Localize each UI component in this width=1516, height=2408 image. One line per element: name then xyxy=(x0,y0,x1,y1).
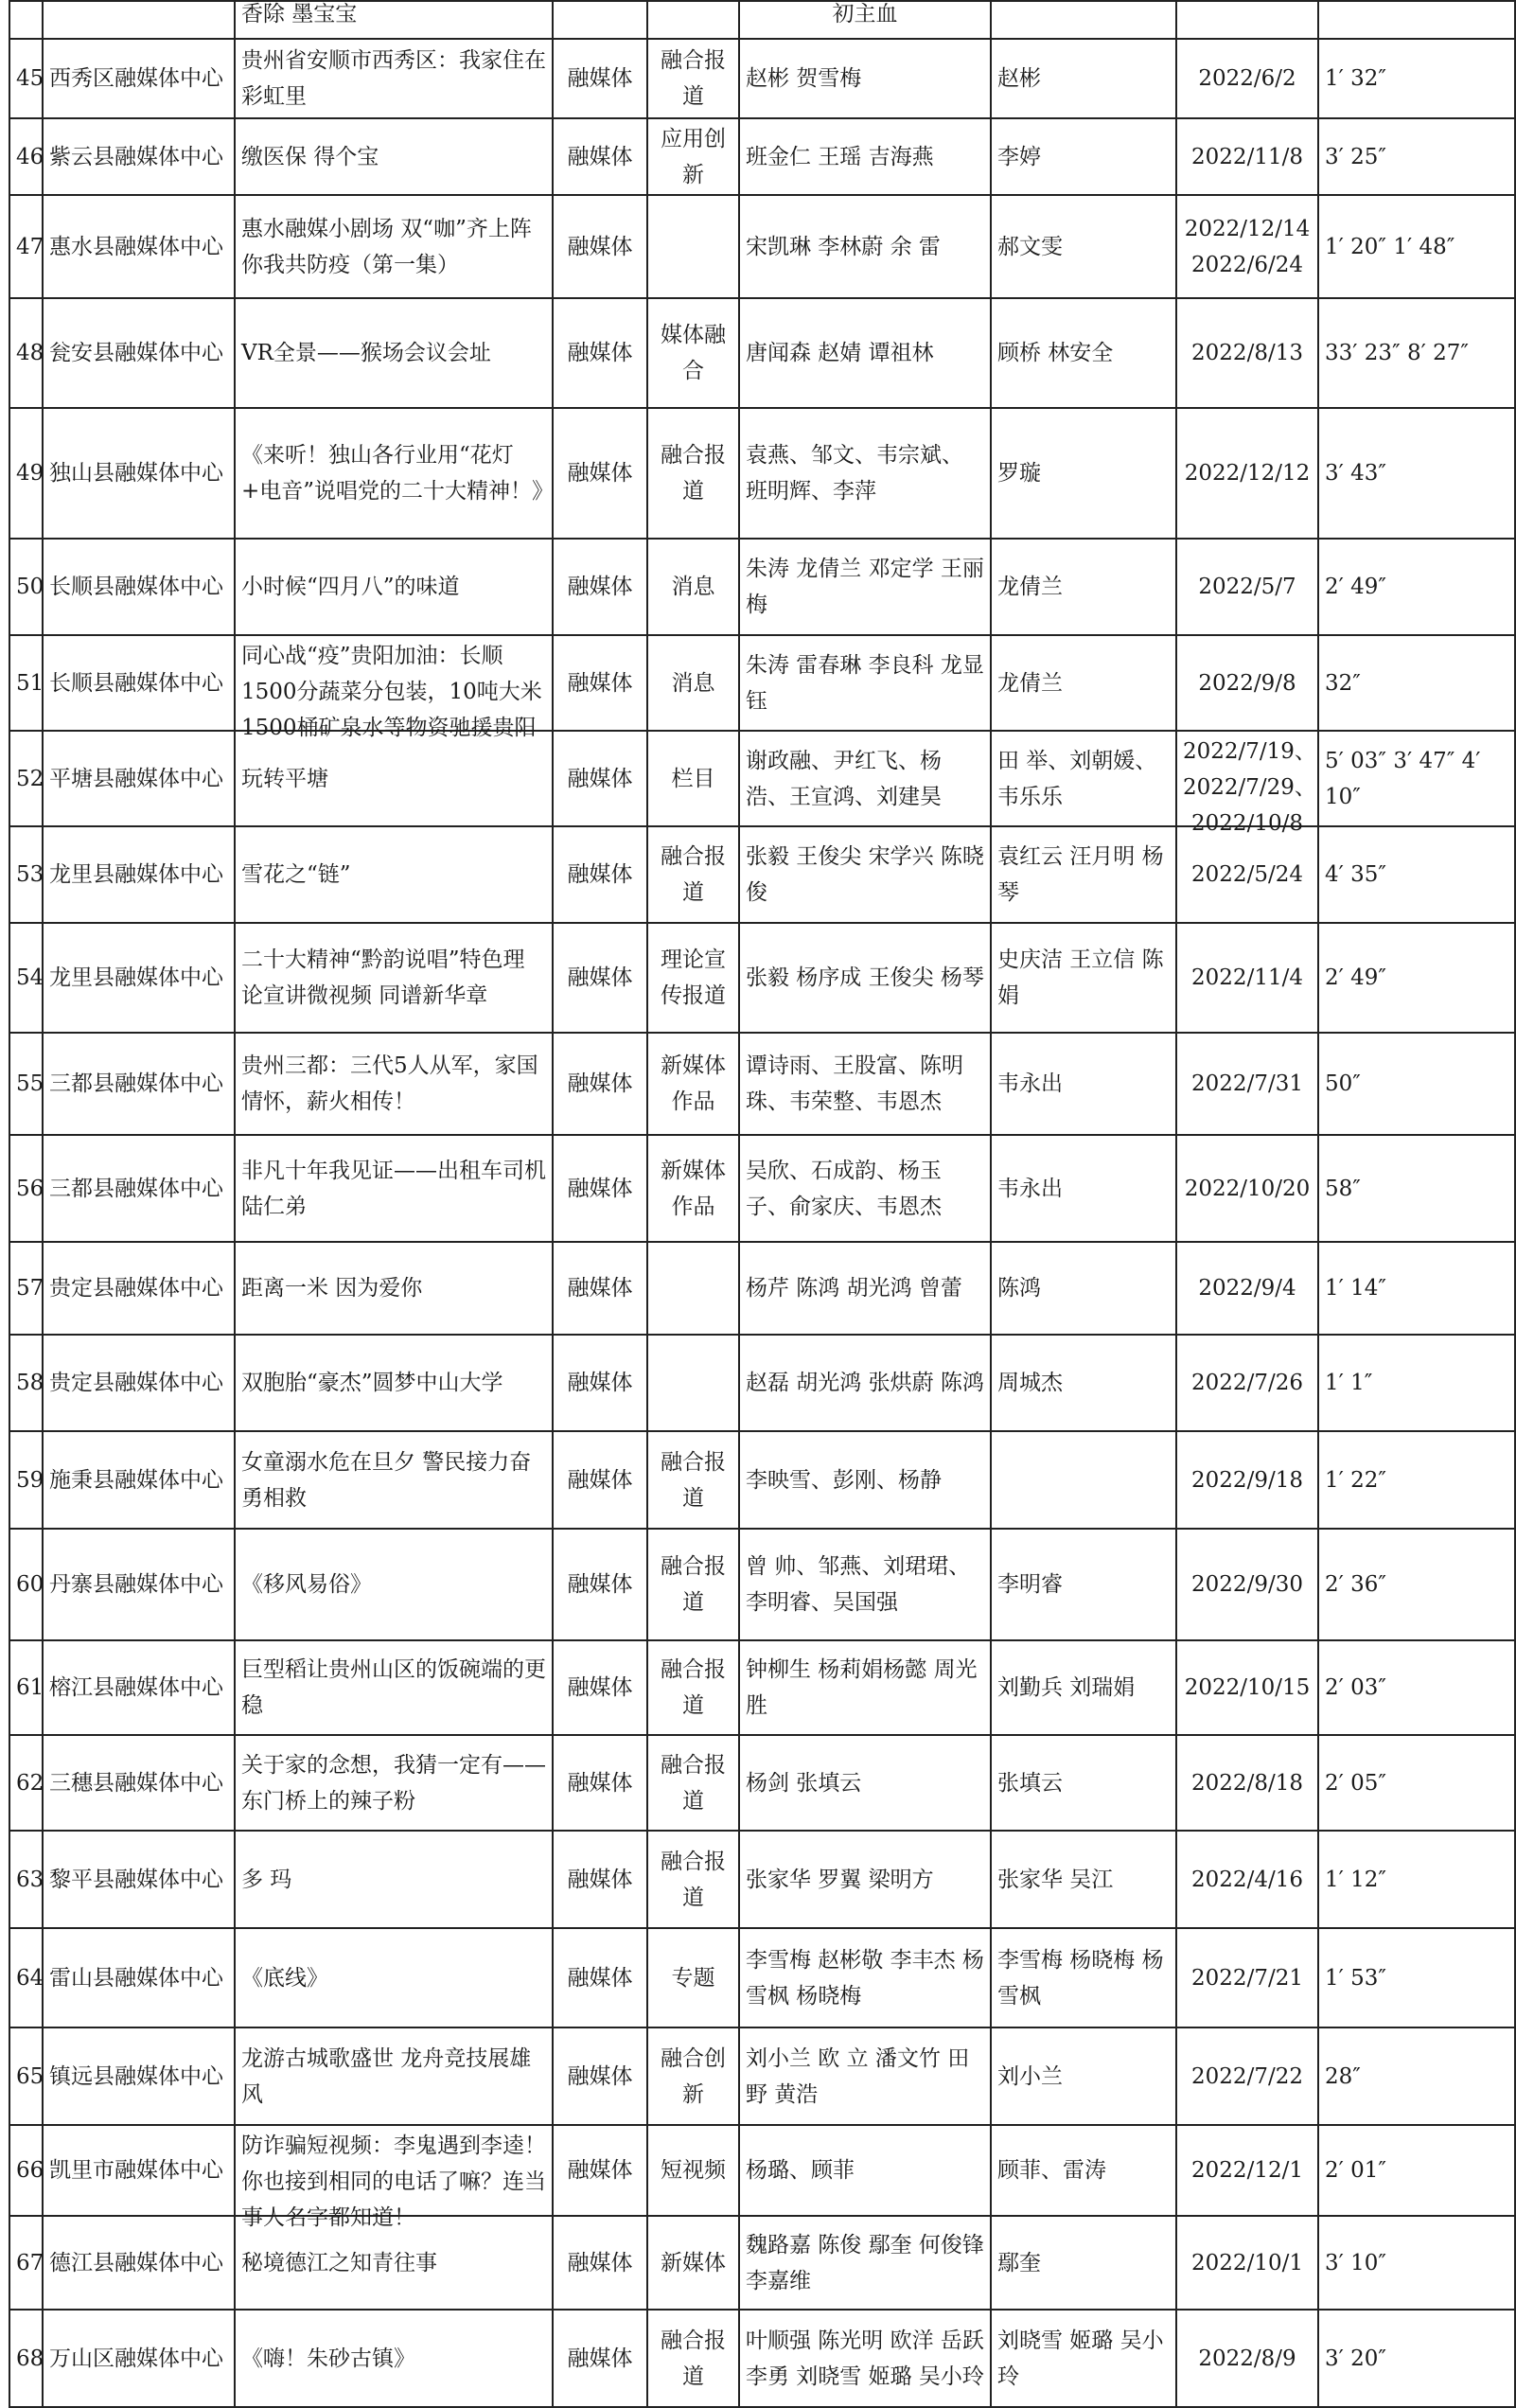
editor-cell: 赵彬 xyxy=(991,39,1176,118)
row-number: 65 xyxy=(9,2027,43,2125)
row-number: 64 xyxy=(9,1928,43,2027)
unit-cell: 融媒体 xyxy=(553,1033,647,1135)
type-cell: 消息 xyxy=(647,539,739,635)
type-cell: 融合创新 xyxy=(647,2027,739,2125)
duration-cell: 2′ 03″ xyxy=(1318,1640,1515,1735)
header-fragment-title: 香除 墨宝宝 xyxy=(235,1,553,39)
type-cell xyxy=(647,1335,739,1431)
table-body xyxy=(9,1,1515,2407)
type-cell: 理论宣传报道 xyxy=(647,923,739,1033)
editor-cell: 刘勤兵 刘瑞娟 xyxy=(991,1640,1176,1735)
org-cell: 三穗县融媒体中心 xyxy=(43,1735,235,1831)
editor-cell: 韦永出 xyxy=(991,1135,1176,1242)
table-row xyxy=(9,1242,1515,1335)
table-row xyxy=(9,539,1515,635)
title-cell: 龙游古城歌盛世 龙舟竞技展雄风 xyxy=(235,2027,553,2125)
duration-cell: 28″ xyxy=(1318,2027,1515,2125)
type-cell: 专题 xyxy=(647,1928,739,2027)
type-cell: 新媒体作品 xyxy=(647,1033,739,1135)
row-number: 53 xyxy=(9,826,43,923)
duration-cell: 1′ 22″ xyxy=(1318,1431,1515,1529)
unit-cell: 融媒体 xyxy=(553,1135,647,1242)
org-cell: 长顺县融媒体中心 xyxy=(43,635,235,731)
type-cell xyxy=(647,1242,739,1335)
authors-cell: 李映雪、彭刚、杨静 xyxy=(739,1431,991,1529)
title-cell: 《底线》 xyxy=(235,1928,553,2027)
unit-cell: 融媒体 xyxy=(553,923,647,1033)
unit-cell: 融媒体 xyxy=(553,2125,647,2216)
duration-cell: 2′ 49″ xyxy=(1318,923,1515,1033)
row-number: 67 xyxy=(9,2216,43,2310)
title-cell: 二十大精神“黔韵说唱”特色理论宣讲微视频 同谱新华章 xyxy=(235,923,553,1033)
editor-cell: 龙倩兰 xyxy=(991,539,1176,635)
editor-cell: 顾菲、雷涛 xyxy=(991,2125,1176,2216)
editor-cell: 田 举、刘朝媛、韦乐乐 xyxy=(991,731,1176,826)
authors-cell: 赵磊 胡光鸿 张烘蔚 陈鸿 xyxy=(739,1335,991,1431)
row-number: 52 xyxy=(9,731,43,826)
table-row xyxy=(9,1640,1515,1735)
editor-cell: 李明睿 xyxy=(991,1529,1176,1640)
date-cell: 2022/8/18 xyxy=(1176,1735,1318,1831)
type-cell: 栏目 xyxy=(647,731,739,826)
authors-cell: 刘小兰 欧 立 潘文竹 田 野 黄浩 xyxy=(739,2027,991,2125)
unit-cell: 融媒体 xyxy=(553,1928,647,2027)
row-number: 58 xyxy=(9,1335,43,1431)
type-cell: 融合报道 xyxy=(647,408,739,539)
type-cell: 融合报道 xyxy=(647,1529,739,1640)
date-cell: 2022/10/1 xyxy=(1176,2216,1318,2310)
duration-cell: 32″ xyxy=(1318,635,1515,731)
editor-cell: 张家华 吴江 xyxy=(991,1831,1176,1928)
table-row xyxy=(9,39,1515,118)
type-cell: 短视频 xyxy=(647,2125,739,2216)
date-cell: 2022/9/8 xyxy=(1176,635,1318,731)
date-cell: 2022/10/15 xyxy=(1176,1640,1318,1735)
title-cell: 缴医保 得个宝 xyxy=(235,118,553,195)
date-cell: 2022/11/8 xyxy=(1176,118,1318,195)
row-number: 57 xyxy=(9,1242,43,1335)
unit-cell: 融媒体 xyxy=(553,408,647,539)
type-cell: 媒体融合 xyxy=(647,298,739,408)
org-cell: 贵定县融媒体中心 xyxy=(43,1242,235,1335)
org-cell: 西秀区融媒体中心 xyxy=(43,39,235,118)
title-cell: 多 玛 xyxy=(235,1831,553,1928)
table-row xyxy=(9,2310,1515,2407)
unit-cell: 融媒体 xyxy=(553,1431,647,1529)
row-number: 49 xyxy=(9,408,43,539)
org-cell: 长顺县融媒体中心 xyxy=(43,539,235,635)
table-row xyxy=(9,2216,1515,2310)
table-row xyxy=(9,1335,1515,1431)
duration-cell: 3′ 10″ xyxy=(1318,2216,1515,2310)
editor-cell xyxy=(991,1431,1176,1529)
duration-cell: 1′ 12″ xyxy=(1318,1831,1515,1928)
unit-cell: 融媒体 xyxy=(553,539,647,635)
row-number: 62 xyxy=(9,1735,43,1831)
duration-cell: 4′ 35″ xyxy=(1318,826,1515,923)
org-cell: 三都县融媒体中心 xyxy=(43,1135,235,1242)
org-cell: 榕江县融媒体中心 xyxy=(43,1640,235,1735)
duration-cell: 2′ 49″ xyxy=(1318,539,1515,635)
row-number: 60 xyxy=(9,1529,43,1640)
duration-cell: 2′ 01″ xyxy=(1318,2125,1515,2216)
table-row xyxy=(9,2027,1515,2125)
row-number: 61 xyxy=(9,1640,43,1735)
org-cell: 独山县融媒体中心 xyxy=(43,408,235,539)
table-row xyxy=(9,635,1515,731)
authors-cell: 杨璐、顾菲 xyxy=(739,2125,991,2216)
duration-cell: 1′ 14″ xyxy=(1318,1242,1515,1335)
date-cell: 2022/7/31 xyxy=(1176,1033,1318,1135)
date-cell: 2022/7/21 xyxy=(1176,1928,1318,2027)
unit-cell: 融媒体 xyxy=(553,2216,647,2310)
editor-cell: 顾桥 林安全 xyxy=(991,298,1176,408)
org-cell: 瓮安县融媒体中心 xyxy=(43,298,235,408)
table-row xyxy=(9,1831,1515,1928)
date-cell: 2022/7/22 xyxy=(1176,2027,1318,2125)
editor-cell: 李婷 xyxy=(991,118,1176,195)
authors-cell: 李雪梅 赵彬敬 李丰杰 杨雪枫 杨晓梅 xyxy=(739,1928,991,2027)
authors-cell: 朱涛 雷春琳 李良科 龙显钰 xyxy=(739,635,991,731)
date-cell: 2022/12/12 xyxy=(1176,408,1318,539)
duration-cell: 3′ 20″ xyxy=(1318,2310,1515,2407)
type-cell: 新媒体 xyxy=(647,2216,739,2310)
date-cell: 2022/7/19、2022/7/29、2022/10/8 xyxy=(1176,731,1318,826)
unit-cell: 融媒体 xyxy=(553,826,647,923)
authors-cell: 魏路嘉 陈俊 鄢奎 何俊锋 李嘉维 xyxy=(739,2216,991,2310)
editor-cell: 陈鸿 xyxy=(991,1242,1176,1335)
authors-cell: 吴欣、石成韵、杨玉子、俞家庆、韦恩杰 xyxy=(739,1135,991,1242)
org-cell: 平塘县融媒体中心 xyxy=(43,731,235,826)
awards-table xyxy=(9,0,1516,2408)
authors-cell: 唐闻森 赵婧 谭祖林 xyxy=(739,298,991,408)
table-row xyxy=(9,1135,1515,1242)
org-cell: 龙里县融媒体中心 xyxy=(43,826,235,923)
authors-cell: 班金仁 王瑶 吉海燕 xyxy=(739,118,991,195)
row-number: 47 xyxy=(9,195,43,298)
duration-cell: 2′ 05″ xyxy=(1318,1735,1515,1831)
org-cell: 三都县融媒体中心 xyxy=(43,1033,235,1135)
title-cell: 玩转平塘 xyxy=(235,731,553,826)
unit-cell: 融媒体 xyxy=(553,1335,647,1431)
duration-cell: 1′ 32″ xyxy=(1318,39,1515,118)
date-cell: 2022/9/4 xyxy=(1176,1242,1318,1335)
type-cell: 融合报道 xyxy=(647,1831,739,1928)
authors-cell: 谢政融、尹红飞、杨浩、王宣鸿、刘建昊 xyxy=(739,731,991,826)
row-number: 51 xyxy=(9,635,43,731)
title-cell: 防诈骗短视频：李鬼遇到李逵！你也接到相同的电话了嘛？连当事人名字都知道！ xyxy=(235,2125,553,2216)
editor-cell: 袁红云 汪月明 杨琴 xyxy=(991,826,1176,923)
org-cell: 龙里县融媒体中心 xyxy=(43,923,235,1033)
table-row xyxy=(9,1735,1515,1831)
duration-cell: 1′ 53″ xyxy=(1318,1928,1515,2027)
type-cell: 消息 xyxy=(647,635,739,731)
row-number: 50 xyxy=(9,539,43,635)
unit-cell: 融媒体 xyxy=(553,298,647,408)
title-cell: 《嗨！朱砂古镇》 xyxy=(235,2310,553,2407)
type-cell xyxy=(647,195,739,298)
unit-cell: 融媒体 xyxy=(553,2027,647,2125)
authors-cell: 钟柳生 杨莉娟杨懿 周光胜 xyxy=(739,1640,991,1735)
table-row xyxy=(9,298,1515,408)
org-cell: 惠水县融媒体中心 xyxy=(43,195,235,298)
row-number: 48 xyxy=(9,298,43,408)
date-cell: 2022/7/26 xyxy=(1176,1335,1318,1431)
editor-cell: 罗璇 xyxy=(991,408,1176,539)
type-cell: 融合报道 xyxy=(647,1735,739,1831)
org-cell: 黎平县融媒体中心 xyxy=(43,1831,235,1928)
title-cell: 双胞胎“豪杰”圆梦中山大学 xyxy=(235,1335,553,1431)
type-cell: 融合报道 xyxy=(647,826,739,923)
editor-cell: 韦永出 xyxy=(991,1033,1176,1135)
authors-cell: 杨芹 陈鸿 胡光鸿 曾蕾 xyxy=(739,1242,991,1335)
type-cell: 融合报道 xyxy=(647,39,739,118)
table-row xyxy=(9,923,1515,1033)
authors-cell: 朱涛 龙倩兰 邓定学 王丽梅 xyxy=(739,539,991,635)
table-row xyxy=(9,195,1515,298)
date-cell: 2022/9/30 xyxy=(1176,1529,1318,1640)
title-cell: 秘境德江之知青往事 xyxy=(235,2216,553,2310)
duration-cell: 2′ 36″ xyxy=(1318,1529,1515,1640)
title-cell: 惠水融媒小剧场 双“咖”齐上阵 你我共防疫（第一集） xyxy=(235,195,553,298)
unit-cell: 融媒体 xyxy=(553,1735,647,1831)
table-row xyxy=(9,1928,1515,2027)
date-cell: 2022/10/20 xyxy=(1176,1135,1318,1242)
org-cell: 紫云县融媒体中心 xyxy=(43,118,235,195)
type-cell: 融合报道 xyxy=(647,1431,739,1529)
row-number: 59 xyxy=(9,1431,43,1529)
title-cell: 《来听！独山各行业用“花灯+电音”说唱党的二十大精神！》 xyxy=(235,408,553,539)
unit-cell: 融媒体 xyxy=(553,1640,647,1735)
duration-cell: 1′ 20″ 1′ 48″ xyxy=(1318,195,1515,298)
org-cell: 镇远县融媒体中心 xyxy=(43,2027,235,2125)
unit-cell: 融媒体 xyxy=(553,635,647,731)
header-fragment-row xyxy=(9,1,1515,39)
editor-cell: 刘晓雪 姬璐 吴小玲 xyxy=(991,2310,1176,2407)
org-cell: 德江县融媒体中心 xyxy=(43,2216,235,2310)
duration-cell: 5′ 03″ 3′ 47″ 4′ 10″ xyxy=(1318,731,1515,826)
editor-cell: 鄢奎 xyxy=(991,2216,1176,2310)
type-cell: 应用创新 xyxy=(647,118,739,195)
date-cell: 2022/8/9 xyxy=(1176,2310,1318,2407)
row-number: 56 xyxy=(9,1135,43,1242)
table-row xyxy=(9,2125,1515,2216)
table-row xyxy=(9,1431,1515,1529)
title-cell: 同心战“疫”贵阳加油：长顺1500分蔬菜分包装，10吨大米1500桶矿泉水等物资驰援贵阳 xyxy=(235,635,553,731)
date-cell: 2022/12/1 xyxy=(1176,2125,1318,2216)
editor-cell: 李雪梅 杨晓梅 杨雪枫 xyxy=(991,1928,1176,2027)
row-number: 46 xyxy=(9,118,43,195)
authors-cell: 赵彬 贺雪梅 xyxy=(739,39,991,118)
table-row xyxy=(9,408,1515,539)
org-cell: 万山区融媒体中心 xyxy=(43,2310,235,2407)
table-row xyxy=(9,731,1515,826)
authors-cell: 张家华 罗翼 梁明方 xyxy=(739,1831,991,1928)
title-cell: 小时候“四月八”的味道 xyxy=(235,539,553,635)
org-cell: 贵定县融媒体中心 xyxy=(43,1335,235,1431)
title-cell: 《移风易俗》 xyxy=(235,1529,553,1640)
org-cell: 凯里市融媒体中心 xyxy=(43,2125,235,2216)
row-number: 54 xyxy=(9,923,43,1033)
org-cell: 丹寨县融媒体中心 xyxy=(43,1529,235,1640)
date-cell: 2022/8/13 xyxy=(1176,298,1318,408)
title-cell: 贵州省安顺市西秀区：我家住在彩虹里 xyxy=(235,39,553,118)
header-fragment-authors: 初主血 xyxy=(739,1,991,39)
date-cell: 2022/5/24 xyxy=(1176,826,1318,923)
row-number: 55 xyxy=(9,1033,43,1135)
authors-cell: 曾 帅、邹燕、刘珺珺、李明睿、吴国强 xyxy=(739,1529,991,1640)
unit-cell: 融媒体 xyxy=(553,195,647,298)
unit-cell: 融媒体 xyxy=(553,2310,647,2407)
title-cell: 女童溺水危在旦夕 警民接力奋勇相救 xyxy=(235,1431,553,1529)
type-cell: 融合报道 xyxy=(647,2310,739,2407)
duration-cell: 1′ 1″ xyxy=(1318,1335,1515,1431)
type-cell: 新媒体作品 xyxy=(647,1135,739,1242)
editor-cell: 刘小兰 xyxy=(991,2027,1176,2125)
authors-cell: 叶顺强 陈光明 欧洋 岳跃 李勇 刘晓雪 姬璐 吴小玲 xyxy=(739,2310,991,2407)
title-cell: 关于家的念想，我猜一定有——东门桥上的辣子粉 xyxy=(235,1735,553,1831)
table-row xyxy=(9,118,1515,195)
type-cell: 融合报道 xyxy=(647,1640,739,1735)
title-cell: 距离一米 因为爱你 xyxy=(235,1242,553,1335)
duration-cell: 3′ 25″ xyxy=(1318,118,1515,195)
date-cell: 2022/12/14 2022/6/24 xyxy=(1176,195,1318,298)
editor-cell: 龙倩兰 xyxy=(991,635,1176,731)
org-cell: 施秉县融媒体中心 xyxy=(43,1431,235,1529)
authors-cell: 张毅 杨序成 王俊尖 杨琴 xyxy=(739,923,991,1033)
duration-cell: 33′ 23″ 8′ 27″ xyxy=(1318,298,1515,408)
title-cell: 雪花之“链” xyxy=(235,826,553,923)
date-cell: 2022/4/16 xyxy=(1176,1831,1318,1928)
editor-cell: 张填云 xyxy=(991,1735,1176,1831)
title-cell: VR全景——猴场会议会址 xyxy=(235,298,553,408)
row-number: 45 xyxy=(9,39,43,118)
editor-cell: 郝文雯 xyxy=(991,195,1176,298)
date-cell: 2022/9/18 xyxy=(1176,1431,1318,1529)
authors-cell: 宋凯琳 李林蔚 余 雷 xyxy=(739,195,991,298)
org-cell: 雷山县融媒体中心 xyxy=(43,1928,235,2027)
row-number: 68 xyxy=(9,2310,43,2407)
unit-cell: 融媒体 xyxy=(553,1831,647,1928)
authors-cell: 谭诗雨、王股富、陈明珠、韦荣整、韦恩杰 xyxy=(739,1033,991,1135)
editor-cell: 史庆洁 王立信 陈娟 xyxy=(991,923,1176,1033)
unit-cell: 融媒体 xyxy=(553,1529,647,1640)
duration-cell: 58″ xyxy=(1318,1135,1515,1242)
date-cell: 2022/6/2 xyxy=(1176,39,1318,118)
title-cell: 非凡十年我见证——出租车司机 陆仁弟 xyxy=(235,1135,553,1242)
unit-cell: 融媒体 xyxy=(553,731,647,826)
duration-cell: 3′ 43″ xyxy=(1318,408,1515,539)
table-row xyxy=(9,1529,1515,1640)
authors-cell: 张毅 王俊尖 宋学兴 陈晓俊 xyxy=(739,826,991,923)
unit-cell: 融媒体 xyxy=(553,39,647,118)
authors-cell: 杨剑 张填云 xyxy=(739,1735,991,1831)
table-row xyxy=(9,1033,1515,1135)
title-cell: 贵州三都：三代5人从军，家国情怀，薪火相传！ xyxy=(235,1033,553,1135)
unit-cell: 融媒体 xyxy=(553,1242,647,1335)
duration-cell: 50″ xyxy=(1318,1033,1515,1135)
date-cell: 2022/5/7 xyxy=(1176,539,1318,635)
editor-cell: 周城杰 xyxy=(991,1335,1176,1431)
title-cell: 巨型稻让贵州山区的饭碗端的更稳 xyxy=(235,1640,553,1735)
date-cell: 2022/11/4 xyxy=(1176,923,1318,1033)
row-number: 63 xyxy=(9,1831,43,1928)
row-number: 66 xyxy=(9,2125,43,2216)
unit-cell: 融媒体 xyxy=(553,118,647,195)
authors-cell: 袁燕、邹文、韦宗斌、班明辉、李萍 xyxy=(739,408,991,539)
